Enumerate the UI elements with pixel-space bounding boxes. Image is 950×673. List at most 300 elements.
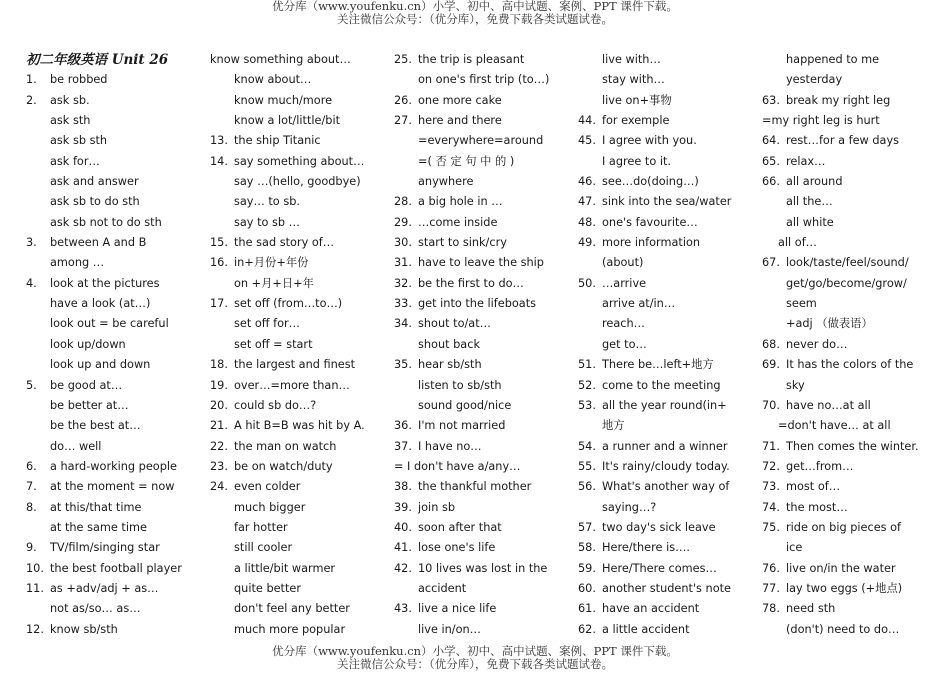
vocab-entry [762,355,926,375]
entry-number: 24. [210,480,228,494]
entry-text: the best football player [50,561,182,575]
entry-text: live a nice life [418,602,497,616]
vocab-entry [26,152,198,172]
entry-number: 4. [26,276,37,290]
entry-number: 22. [210,439,228,453]
vocab-entry [394,233,560,253]
vocab-entry [210,579,378,599]
entry-text: here and there [418,114,502,128]
entry-text: at this/that time [50,500,142,514]
entry-text: a big hole in … [418,195,503,209]
entry-text: the thankful mother [418,480,532,494]
entry-text: far hotter [234,520,288,534]
entry-text: have no…at all [786,398,871,412]
vocab-entry [26,416,198,436]
vocab-entry [26,437,198,457]
entry-text: more information [602,236,701,250]
entry-number: 25. [394,53,412,66]
entry-text: need sth [786,602,836,616]
entry-text: between A and B [50,236,147,250]
entry-number: 11. [26,581,44,595]
entry-text: in+月份+年份 [234,256,309,270]
page-header [0,0,950,26]
column-4 [578,50,742,640]
entry-number: 10. [26,561,44,575]
entry-text: …come inside [418,215,498,229]
entry-text: (don't) need to do… [786,622,900,636]
vocab-entry [394,579,560,599]
entry-text: happened to me [786,53,880,66]
vocab-entry [26,131,198,151]
entry-text: live with… [602,53,661,66]
vocab-entry [394,111,560,131]
vocab-entry [26,335,198,355]
entry-number: 36. [394,419,412,433]
vocab-entry [762,335,926,355]
entry-text: get…from… [786,459,854,473]
vocab-entry [210,294,378,314]
entry-text: another student's note [602,581,731,595]
entry-text: be the first to do… [418,276,524,290]
entry-text: hear sb/sth [418,358,482,372]
vocab-entry [210,50,378,70]
entry-text: the most… [786,500,848,514]
entry-number: 30. [394,236,412,250]
page-footer [0,645,950,671]
entry-number: 21. [210,419,228,433]
vocab-entry [394,152,560,172]
vocab-entry [210,172,378,192]
entry-text: ask sb not to do sth [50,215,162,229]
entry-text: never do… [786,337,848,351]
entry-text: do… well [50,439,102,453]
vocab-entry [578,538,742,558]
entry-text: yesterday [786,73,843,87]
entry-number: 74. [762,500,780,514]
entry-text: (about) [602,256,644,270]
entry-text: among … [50,256,105,270]
vocab-entry [578,274,742,294]
vocab-entry [762,111,926,131]
vocab-entry [394,518,560,538]
vocab-entry [26,396,198,416]
entry-text: know something about… [210,53,351,66]
vocab-entry [578,579,742,599]
vocab-entry [394,314,560,334]
vocab-entry [26,599,198,619]
entry-text: don't feel any better [234,602,350,616]
entry-number: 77. [762,581,780,595]
vocab-entry [394,376,560,396]
vocab-entry [26,111,198,131]
entry-text: look/taste/feel/sound/ [786,256,909,270]
vocab-entry [210,213,378,233]
vocab-entry [762,376,926,396]
vocab-entry [210,416,378,436]
entry-text: live in/on… [418,622,481,636]
entry-text: know much/more [234,93,333,107]
entry-number: 46. [578,175,596,189]
entry-text: one more cake [418,93,502,107]
entry-text: be robbed [50,73,108,87]
vocab-entry [762,579,926,599]
entry-text: A hit B=B was hit by A. [234,419,365,433]
entry-number: 12. [26,622,44,636]
entry-text: ask sth [50,114,91,128]
entry-text: soon after that [418,520,502,534]
vocab-entry [394,599,560,619]
entry-number: 5. [26,378,37,392]
entry-text: sound good/nice [418,398,512,412]
vocab-entry [762,559,926,579]
entry-text: a runner and a winner [602,439,728,453]
vocab-entry [394,172,560,192]
entry-number: 53. [578,398,596,412]
entry-number: 72. [762,459,780,473]
entry-text: quite better [234,581,302,595]
vocab-entry [762,213,926,233]
entry-text: have an accident [602,602,700,616]
entry-text: What's another way of [602,480,730,494]
entry-number: 17. [210,297,228,311]
entry-text: most of… [786,480,841,494]
entry-number: 62. [578,622,596,636]
vocab-entry [394,437,560,457]
entry-text: say… to sb. [234,195,300,209]
entry-text: shout to/at… [418,317,491,331]
vocab-entry [26,355,198,375]
entry-number: 67. [762,256,780,270]
entry-text: over…=more than… [234,378,350,392]
entry-text: Here/there is…. [602,541,690,555]
entry-text: listen to sb/sth [418,378,502,392]
vocab-entry [210,599,378,619]
vocab-entry [26,518,198,538]
entry-text: know sb/sth [50,622,118,636]
entry-number: 23. [210,459,228,473]
entry-number: 73. [762,480,780,494]
vocab-entry [26,538,198,558]
entry-text: get into the lifeboats [418,297,537,311]
entry-text: lay two eggs (+地点) [786,581,903,595]
entry-text: at the moment = now [50,480,175,494]
entry-text: be good at… [50,378,123,392]
entry-text: say to sb … [234,215,300,229]
vocab-entry [210,477,378,497]
vocab-entry [578,559,742,579]
entry-number: 64. [762,134,780,148]
entry-text: all the year round(in+ [602,398,727,412]
entry-number: 78. [762,602,780,616]
entry-text: There be…left+地方 [602,358,714,372]
entry-number: 52. [578,378,596,392]
entry-text: the man on watch [234,439,337,453]
entry-text: be the best at… [50,419,141,433]
entry-text: It has the colors of the [786,358,914,372]
entry-number: 26. [394,93,412,107]
entry-text: saying…? [602,500,657,514]
entry-text: shout back [418,337,480,351]
entry-text: seem [786,297,817,311]
entry-text: 10 lives was lost in the [418,561,548,575]
vocab-entry [210,314,378,334]
entry-number: 27. [394,114,412,128]
entry-text: sink into the sea/water [602,195,732,209]
vocab-entry [762,294,926,314]
vocab-entry [578,599,742,619]
entry-text: look up/down [50,337,126,351]
vocab-entry [762,620,926,640]
entry-text: rest…for a few days [786,134,900,148]
entry-number: 49. [578,236,596,250]
entry-text: know about… [234,73,312,87]
entry-number: 54. [578,439,596,453]
vocab-entry [26,91,198,111]
vocab-entry [578,396,742,416]
vocab-entry [578,172,742,192]
vocab-entry [394,559,560,579]
entry-text: ask for… [50,154,100,168]
vocab-entry [578,477,742,497]
entry-text: a little/bit warmer [234,561,336,575]
entry-text: all the… [786,195,833,209]
entry-number: 71. [762,439,780,453]
column-5 [762,50,926,640]
vocab-entry [210,376,378,396]
vocab-entry [26,579,198,599]
entry-text: break my right leg [786,93,891,107]
column-1 [26,50,198,640]
vocab-entry [394,192,560,212]
vocab-entry [394,457,560,477]
entry-number: 9. [26,541,37,555]
entry-number: 56. [578,480,596,494]
vocab-entry [210,538,378,558]
entry-text: set off = start [234,337,313,351]
entry-number: 40. [394,520,412,534]
vocab-entry [26,477,198,497]
entry-number: 65. [762,154,780,168]
vocab-entry [762,599,926,619]
vocab-entry [762,457,926,477]
entry-text: …arrive [602,276,647,290]
vocab-entry [394,253,560,273]
entry-text: ask and answer [50,175,139,189]
vocab-entry [578,91,742,111]
column-2 [210,50,378,640]
vocab-entry [578,152,742,172]
vocab-entry [762,416,926,436]
vocab-entry [762,518,926,538]
entry-number: 66. [762,175,780,189]
vocab-entry [578,70,742,90]
vocab-entry [26,620,198,640]
entry-number: 37. [394,439,412,453]
entry-text: relax… [786,154,826,168]
footer-line-1: 优分库（www.youfenku.cn）小学、初中、高中试题、案例、PPT 课件下载。 [272,644,678,658]
entry-number: 13. [210,134,228,148]
vocab-entry [394,213,560,233]
vocab-entry [26,253,198,273]
vocab-entry [578,253,742,273]
vocab-entry [762,498,926,518]
entry-text: set off for… [234,317,300,331]
vocab-entry [210,253,378,273]
entry-number: 6. [26,459,37,473]
vocab-entry [210,335,378,355]
vocab-entry [394,131,560,151]
vocab-entry [210,131,378,151]
entry-text: stay with… [602,73,665,87]
entry-text: for exemple [602,114,670,128]
entry-number: 76. [762,561,780,575]
entry-text: on +月+日+年 [234,276,314,290]
entry-text: a hard-working people [50,459,177,473]
entry-number: 14. [210,154,228,168]
vocab-entry [762,253,926,273]
vocab-entry [578,355,742,375]
entry-number: 75. [762,520,780,534]
entry-number: 38. [394,480,412,494]
entry-number: 51. [578,358,596,372]
entry-number: 60. [578,581,596,595]
entry-number: 44. [578,114,596,128]
entry-number: 70. [762,398,780,412]
vocab-entry [210,620,378,640]
entry-text: the trip is pleasant [418,53,525,66]
entry-text: I have no… [418,439,482,453]
entry-text: live on+事物 [602,93,672,107]
vocab-entry [210,457,378,477]
vocab-entry [210,559,378,579]
vocab-entry [394,91,560,111]
entry-number: 31. [394,256,412,270]
entry-number: 2. [26,93,37,107]
entry-text: +adj （做表语） [786,317,873,331]
vocab-entry [26,192,198,212]
vocab-entry [26,314,198,334]
vocab-entry [762,274,926,294]
vocab-entry [394,70,560,90]
vocab-entry [210,111,378,131]
entry-text: Here/There comes… [602,561,717,575]
entry-number: 69. [762,358,780,372]
vocab-entry [578,335,742,355]
entry-number: 18. [210,358,228,372]
entry-text: lose one's life [418,541,496,555]
entry-text: as +adv/adj + as… [50,581,159,595]
entry-text: all of… [778,236,817,250]
entry-number: 1. [26,73,37,87]
vocab-entry [210,192,378,212]
vocab-entry [762,91,926,111]
vocab-entry [394,355,560,375]
vocab-entry [394,294,560,314]
vocab-entry [578,111,742,131]
entry-text: the largest and finest [234,358,356,372]
entry-number: 34. [394,317,412,331]
entry-text: I agree with you. [602,134,697,148]
entry-text: a little accident [602,622,690,636]
vocab-entry [578,457,742,477]
entry-text: come to the meeting [602,378,721,392]
vocab-entry [578,213,742,233]
vocab-entry [394,477,560,497]
vocab-entry [394,396,560,416]
vocab-entry [26,70,198,90]
entry-text: could sb do…? [234,398,317,412]
vocab-entry [210,396,378,416]
entry-number: 15. [210,236,228,250]
entry-text: see…do(doing…) [602,175,699,189]
vocab-entry [210,437,378,457]
entry-text: I agree to it. [602,154,671,168]
entry-text: arrive at/in… [602,297,676,311]
entry-number: 48. [578,215,596,229]
vocab-entry [210,152,378,172]
entry-number: 29. [394,215,412,229]
entry-number: 42. [394,561,412,575]
entry-text: =don't have… at all [778,419,891,433]
entry-number: 7. [26,480,37,494]
entry-number: 19. [210,378,228,392]
entry-number: 28. [394,195,412,209]
entry-text: join sb [418,500,455,514]
entry-number: 59. [578,561,596,575]
entry-text: get/go/become/grow/ [786,276,907,290]
entry-number: 39. [394,500,412,514]
vocab-entry [578,50,742,70]
vocab-entry [394,50,560,70]
vocab-entry [210,233,378,253]
entry-text: look out = be careful [50,317,169,331]
vocab-entry [578,498,742,518]
entry-text: much more popular [234,622,346,636]
entry-text: ice [786,541,803,555]
entry-number: 3. [26,236,37,250]
vocab-entry [26,233,198,253]
entry-text: know a lot/little/bit [234,114,341,128]
entry-text: look up and down [50,358,151,372]
vocab-entry [394,416,560,436]
vocab-entry [26,294,198,314]
vocab-entry [26,213,198,233]
vocab-entry [578,192,742,212]
vocab-entry [578,620,742,640]
vocab-entry [578,518,742,538]
entry-text: = I don't have a/any… [394,459,521,473]
vocab-entry [394,274,560,294]
entry-text: sky [786,378,805,392]
entry-text: have a look (at…) [50,297,151,311]
entry-number: 61. [578,602,596,616]
header-line-1: 优分库（www.youfenku.cn）小学、初中、高中试题、案例、PPT 课件下载。 [272,0,678,13]
entry-text: 地方 [602,419,625,433]
vocab-entry [762,477,926,497]
entry-text: ask sb sth [50,134,108,148]
header-line-2: 关注微信公众号：（优分库），免费下载各类试题试卷。 [337,12,613,26]
vocab-entry [210,274,378,294]
entry-text: much bigger [234,500,306,514]
vocab-entry [578,416,742,436]
document-title: 初二年级英语 Unit 26 [26,52,169,68]
vocab-entry [210,91,378,111]
entry-text: one's favourite… [602,215,698,229]
vocab-entry [394,498,560,518]
entry-number: 8. [26,500,37,514]
entry-text: start to sink/cry [418,236,507,250]
entry-text: all around [786,175,843,189]
